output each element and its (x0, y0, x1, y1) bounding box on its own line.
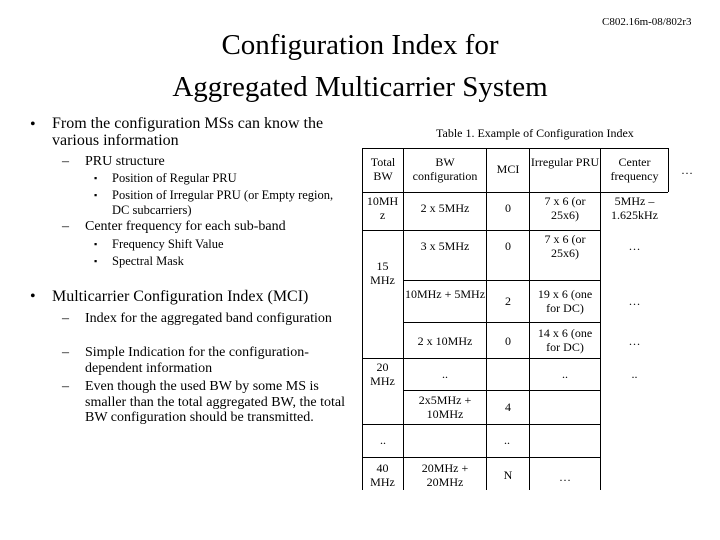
square-marker: ▪ (94, 239, 98, 249)
cell-total-bw: 20 MHz (370, 360, 395, 388)
cell-mci: 2 (505, 294, 511, 308)
square-marker: ▪ (94, 256, 98, 266)
cell-irregular-pru: … (559, 470, 571, 484)
cell-center-frequency: … (628, 239, 641, 253)
square-marker: ▪ (94, 173, 98, 183)
cell-total-bw: 40 MHz (370, 461, 395, 489)
table-gridline (362, 358, 600, 359)
table-gridline (362, 424, 600, 425)
cell-bw-config: 20MHz + 20MHz (421, 461, 469, 489)
document-id: C802.16m-08/802r3 (602, 16, 692, 28)
cell-total-bw: 15 MHz (370, 259, 395, 287)
cell-center-frequency: … (628, 334, 641, 348)
table-gridline (668, 148, 669, 192)
bullet-marker: • (30, 116, 36, 133)
dash-marker: – (62, 219, 69, 234)
cell-total-bw: .. (380, 433, 386, 447)
sub-sub-item: Frequency Shift Value (112, 237, 224, 251)
dash-marker: – (62, 311, 69, 326)
header-bw-configuration: BW configuration (412, 155, 478, 183)
mci-sub-item: Simple Indication for the configuration-dependent information (85, 345, 309, 376)
header-ellipsis: … (681, 163, 693, 177)
cell-bw-config: 2 x 10MHz (417, 334, 473, 348)
cell-center-frequency: 5MHz – 1.625kHz (611, 194, 658, 222)
cell-irregular-pru: .. (562, 367, 568, 381)
cell-irregular-pru: 7 x 6 (or 25x6) (544, 232, 586, 260)
table-gridline (362, 192, 668, 193)
table-gridline (403, 280, 600, 281)
mci-sub-item: Even though the used BW by some MS is smaller than the total aggregated BW, the total BW configuration should be transmitted. (85, 379, 345, 425)
cell-irregular-pru: 19 x 6 (one for DC) (537, 287, 593, 315)
sub-item-pru-structure: PRU structure (85, 154, 165, 169)
header-total-bw: Total BW (370, 155, 396, 183)
cell-irregular-pru: 7 x 6 (or 25x6) (544, 194, 586, 222)
table-gridline (403, 148, 404, 490)
sub-sub-item: Spectral Mask (112, 254, 184, 268)
table-gridline (403, 322, 600, 323)
cell-center-frequency: … (628, 294, 641, 308)
cell-bw-config: 10MHz + 5MHz (404, 287, 486, 301)
cell-mci: 0 (505, 201, 511, 215)
table-gridline (403, 390, 600, 391)
cell-bw-config: 2x5MHz + 10MHz (418, 393, 472, 421)
table-gridline (362, 230, 600, 231)
cell-total-bw: 10MHz (366, 194, 399, 222)
table-gridline (362, 457, 600, 458)
square-marker: ▪ (94, 190, 98, 200)
header-irregular-pru: Irregular PRU (530, 155, 600, 169)
sub-sub-item: Position of Regular PRU (112, 171, 237, 185)
bullet-1-text: From the configuration MSs can know the various information (52, 115, 324, 149)
table-caption: Table 1. Example of Configuration Index (436, 126, 634, 140)
cell-bw-config: 3 x 5MHz (420, 239, 470, 253)
cell-mci: N (503, 468, 513, 482)
cell-bw-config: 2 x 5MHz (420, 201, 470, 215)
cell-mci: 0 (505, 239, 511, 253)
dash-marker: – (62, 379, 69, 394)
bullet-marker: • (30, 288, 36, 305)
sub-item-center-frequency: Center frequency for each sub-band (85, 219, 286, 234)
dash-marker: – (62, 154, 69, 169)
mci-sub-item: Index for the aggregated band configuration (85, 311, 332, 326)
cell-mci: 4 (505, 400, 511, 414)
header-center-frequency: Center frequency (610, 155, 659, 183)
bullet-2-text: Multicarrier Configuration Index (MCI) (52, 288, 309, 305)
cell-irregular-pru: 14 x 6 (one for DC) (537, 326, 593, 354)
header-mci: MCI (496, 162, 520, 176)
title-line-1: Configuration Index for (221, 29, 499, 61)
dash-marker: – (62, 345, 69, 360)
cell-center-frequency: .. (631, 367, 638, 381)
sub-sub-item: Position of Irregular PRU (or Empty region, DC subcarriers) (112, 188, 334, 217)
table-gridline (362, 148, 668, 149)
cell-bw-config: .. (442, 367, 448, 381)
cell-mci: 0 (505, 334, 511, 348)
title-line-2: Aggregated Multicarrier System (172, 71, 548, 103)
cell-bw-config: .. (504, 433, 510, 447)
